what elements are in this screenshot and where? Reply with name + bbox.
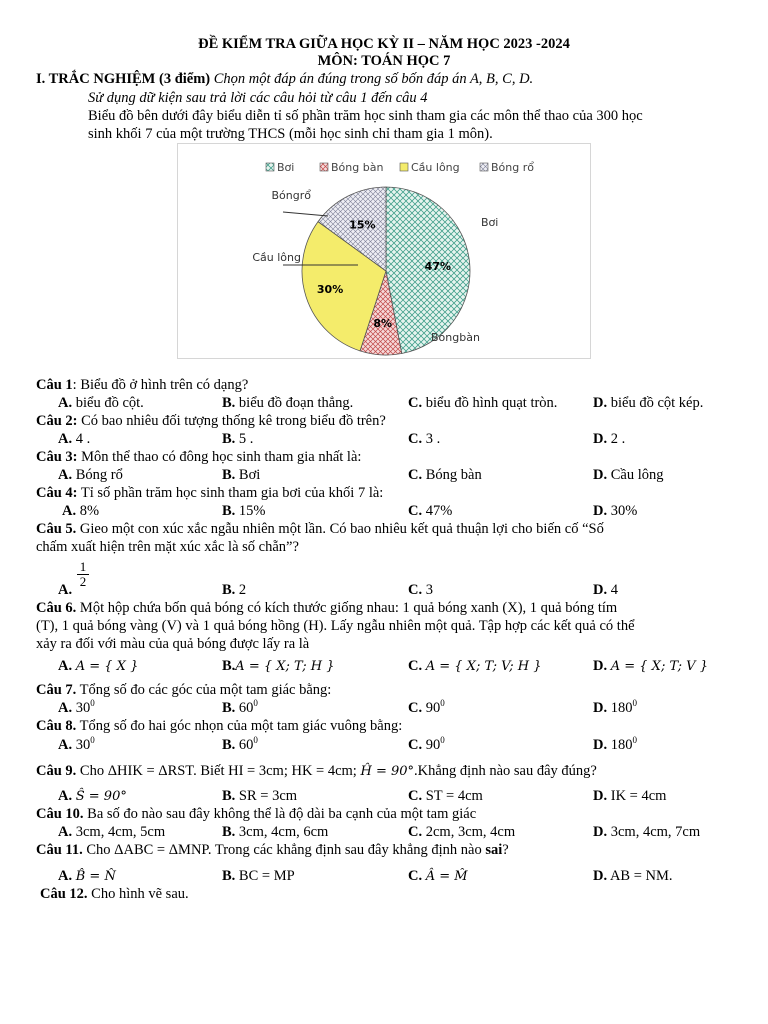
q8-text: Tổng số đo hai góc nhọn của một tam giác vuông bằng: [79, 718, 403, 734]
q5-fraction-numerator: 1 [79, 559, 87, 574]
q4-option-a[interactable]: A. 8% [62, 503, 100, 519]
legend-swatch [400, 163, 408, 171]
exam-subject: MÔN: TOÁN HỌC 7 [317, 53, 451, 69]
q9-number: Câu 9. [36, 763, 77, 779]
question-7 [36, 682, 331, 699]
pie-chart [178, 144, 590, 358]
chart-description-1: Biểu đồ bên dưới đây biểu diễn tỉ số phần trăm học sinh tham gia các môn thể thao của 300 học [88, 108, 643, 124]
legend-item-bong-ban [320, 161, 383, 174]
question-12 [40, 886, 189, 903]
q1-option-b[interactable]: B. biểu đồ đoạn thẳng. [222, 395, 354, 411]
q7-option-c[interactable]: C. $90^0$ [408, 698, 445, 716]
legend-label: Bóng rổ [491, 161, 534, 174]
q6-option-a[interactable]: A. A = { X } [58, 658, 139, 674]
chart-description-2: sinh khối 7 của một trường THCS (mỗi học sinh chỉ tham gia 1 môn). [88, 126, 493, 142]
pie-chart-figure [177, 143, 591, 359]
q8-option-c[interactable]: C. $90^0$ [408, 735, 445, 753]
question-4 [36, 485, 383, 502]
q4-option-b[interactable]: B. 15% [222, 503, 266, 519]
q4-option-d[interactable]: D. 30% [593, 503, 638, 519]
q7-option-b[interactable]: B. $60^0$ [222, 698, 258, 716]
slice-boi-category-label: Bơi [481, 216, 499, 229]
q9-text: Cho ΔHIK = ΔRST. Biết HI = 3cm; HK = 4cm; [79, 763, 357, 779]
question-5-line1 [36, 521, 604, 538]
q12-text: Cho hình vẽ sau. [91, 886, 189, 902]
q2-option-b[interactable]: B. 5 . [222, 431, 254, 447]
slice-cau-long-category-label: Cầu lông [252, 251, 301, 264]
q1-option-d[interactable]: D. biểu đồ cột kép. [593, 395, 704, 411]
q11-option-a[interactable]: A. B̂ = N̂ [58, 868, 116, 884]
legend-label: Cầu lông [411, 161, 460, 174]
q10-text: Ba số đo nào sau đây không thể là độ dài ba cạnh của một tam giác [87, 806, 477, 822]
q9-angle: Ĥ = 90° [360, 764, 415, 779]
use-data-note: Sử dụng dữ kiện sau trả lời các câu hỏi từ câu 1 đến câu 4 [88, 90, 428, 106]
legend-swatch [480, 163, 488, 171]
q10-number: Câu 10. [36, 806, 84, 822]
q3-number: Câu 3: [36, 449, 78, 465]
q10-option-d[interactable]: D. 3cm, 4cm, 7cm [593, 824, 701, 840]
q2-number: Câu 2: [36, 413, 78, 429]
q1-option-a[interactable]: A. biểu đồ cột. [58, 395, 144, 411]
legend-item-cau-long [400, 161, 460, 174]
q5-option-a[interactable]: A. [58, 582, 73, 598]
q3-option-b[interactable]: B. Bơi [222, 467, 261, 483]
q5-text-1: Gieo một con xúc xắc ngẫu nhiên một lần. Có bao nhiêu kết quả thuận lợi cho biến cố “Số [79, 521, 604, 537]
q4-option-c[interactable]: C. 47% [408, 503, 453, 519]
q8-option-a[interactable]: A. $30^0$ [58, 735, 95, 753]
q6-option-d[interactable]: D. A = { X; T; V } [593, 658, 708, 674]
q11-option-b[interactable]: B. BC = MP [222, 868, 295, 884]
q9-option-a[interactable]: A. Ŝ = 90° [58, 788, 127, 804]
q3-option-c[interactable]: C. Bóng bàn [408, 467, 482, 483]
q10-option-c[interactable]: C. 2cm, 3cm, 4cm [408, 824, 516, 840]
q5-number: Câu 5. [36, 521, 77, 537]
legend-label: Bơi [277, 161, 295, 174]
q8-number: Câu 8. [36, 718, 77, 734]
q8-option-b[interactable]: B. $60^0$ [222, 735, 258, 753]
slice-boi-value-label: 47% [424, 260, 452, 274]
q7-number: Câu 7. [36, 682, 77, 698]
section-heading: I. TRẮC NGHIỆM (3 điểm) [36, 71, 211, 87]
q7-option-d[interactable]: D. $180^0$ [593, 698, 637, 716]
q9-option-c[interactable]: C. ST = 4cm [408, 788, 483, 804]
q5-option-c[interactable]: C. 3 [408, 582, 433, 598]
question-11 [36, 842, 509, 859]
question-6-line1 [36, 600, 617, 617]
legend-label: Bóng bàn [331, 161, 384, 174]
q6-number: Câu 6. [36, 600, 77, 616]
q11-text: Cho ΔABC = ΔMNP. Trong các khẳng định sau đây khẳng định nào [86, 842, 482, 858]
legend-item-bong-ro [480, 161, 534, 174]
slice-cau-long-value-label: 30% [316, 283, 344, 297]
question-8 [36, 718, 402, 735]
q3-text: Môn thể thao có đông học sinh tham gia nhất là: [81, 449, 362, 465]
q9-option-b[interactable]: B. SR = 3cm [222, 788, 298, 804]
q3-option-a[interactable]: A. Bóng rổ [58, 467, 123, 483]
q11-bold-word: sai [485, 842, 503, 858]
question-1 [36, 377, 248, 394]
q2-option-d[interactable]: D. 2 . [593, 431, 626, 447]
q8-option-d[interactable]: D. $180^0$ [593, 735, 637, 753]
exam-title: ĐỀ KIỂM TRA GIỮA HỌC KỲ II – NĂM HỌC 2023 -2024 [198, 36, 570, 52]
q2-text: Có bao nhiêu đối tượng thống kê trong biểu đồ trên? [81, 413, 386, 429]
leader-line-bong-ro [283, 212, 328, 216]
q2-option-a[interactable]: A. 4 . [58, 431, 91, 447]
chart-legend [266, 161, 534, 174]
q1-number: Câu 1 [36, 377, 73, 393]
q9-option-d[interactable]: D. IK = 4cm [593, 788, 667, 804]
q6-option-b[interactable]: B.A = { X; T; H } [222, 658, 335, 674]
q5-fraction-denominator: 2 [77, 574, 89, 589]
q5-option-b[interactable]: B. 2 [222, 582, 247, 598]
q11-number: Câu 11. [36, 842, 83, 858]
q6-option-c[interactable]: C. A = { X; T; V; H } [408, 658, 542, 674]
question-2 [36, 413, 386, 430]
q6-text-1: Một hộp chứa bốn quả bóng có kích thước giống nhau: 1 quả bóng xanh (X), 1 quả bóng tím [79, 600, 618, 616]
question-10 [36, 806, 476, 823]
slice-bong-ro-category-label: Bóngrổ [271, 189, 311, 202]
legend-swatch [320, 163, 328, 171]
slice-bong-ro-value-label: 15% [349, 218, 376, 232]
legend-swatch [266, 163, 274, 171]
q11-option-d[interactable]: D. AB = NM. [593, 868, 673, 884]
q11-tail: ? [502, 842, 509, 858]
question-3 [36, 449, 361, 466]
q11-option-c[interactable]: C. Â = M̂ [408, 868, 468, 884]
q12-number: Câu 12. [40, 886, 88, 902]
q3-option-d[interactable]: D. Cầu lông [593, 467, 664, 483]
legend-item-boi [266, 161, 294, 174]
question-9 [36, 763, 597, 780]
q6-text-2: (T), 1 quả bóng vàng (V) và 1 quả bóng hồng (H). Lấy ngẫu nhiên một quả. Tập hợp các kết quả có thể [36, 618, 635, 634]
q1-option-c[interactable]: C. biểu đồ hình quạt tròn. [408, 395, 558, 411]
q7-text: Tổng số đo các góc của một tam giác bằng: [79, 682, 332, 698]
q2-option-c[interactable]: C. 3 . [408, 431, 441, 447]
q4-number: Câu 4: [36, 485, 78, 501]
q10-option-b[interactable]: B. 3cm, 4cm, 6cm [222, 824, 329, 840]
section-instruction: Chọn một đáp án đúng trong số bốn đáp án A, B, C, D. [213, 71, 534, 87]
q5-fraction [77, 560, 89, 589]
q4-text: Tỉ số phần trăm học sinh tham gia bơi của khối 7 là: [80, 485, 384, 501]
q10-option-a[interactable]: A. 3cm, 4cm, 5cm [58, 824, 166, 840]
section-heading-line [36, 71, 533, 88]
q6-text-3: xảy ra đối với màu của quả bóng được lấy ra là [36, 636, 310, 652]
q1-text: : Biểu đồ ở hình trên có dạng? [72, 377, 249, 393]
q5-text-2: chấm xuất hiện trên mặt xúc xắc là số chẵn”? [36, 539, 299, 555]
q7-option-a[interactable]: A. $30^0$ [58, 698, 95, 716]
slice-bong-ban-category-label: Bóngbàn [431, 331, 480, 344]
slice-bong-ban-value-label: 8% [373, 316, 393, 330]
q5-option-d[interactable]: D. 4 [593, 582, 618, 598]
q9-tail: .Khẳng định nào sau đây đúng? [414, 763, 597, 779]
